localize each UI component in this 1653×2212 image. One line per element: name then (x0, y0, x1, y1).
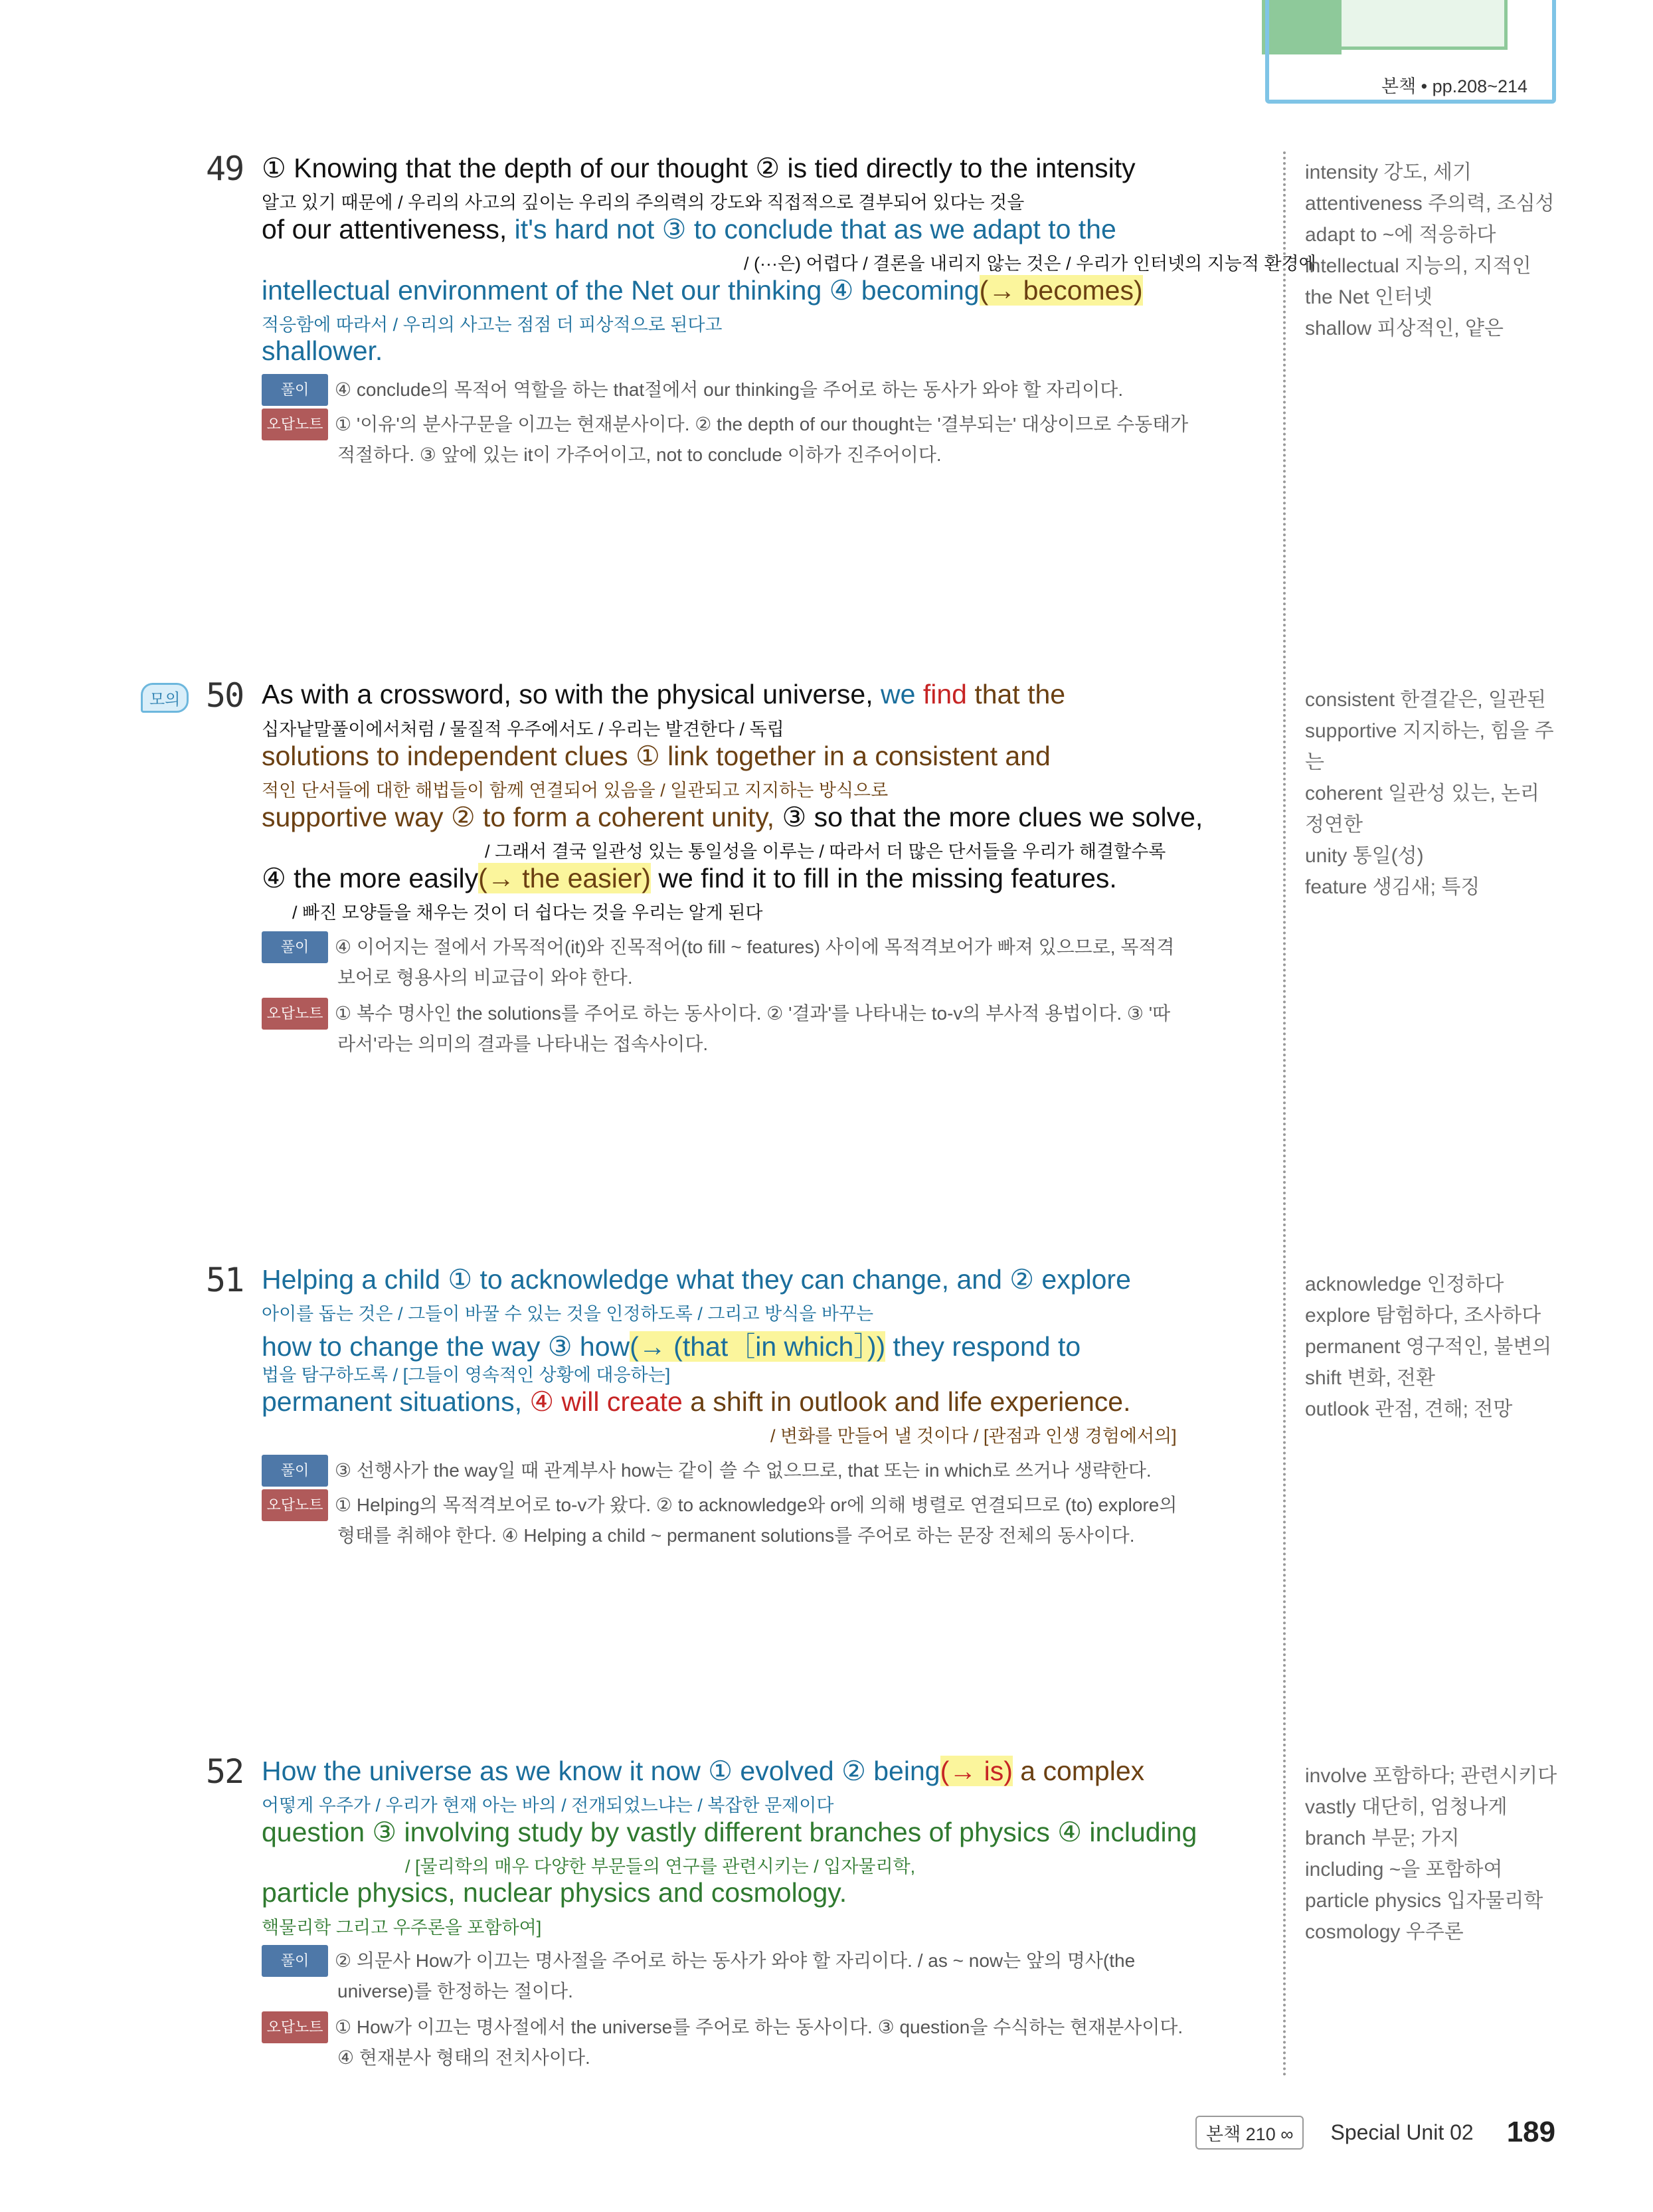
question-number: 50 (206, 676, 244, 715)
page-reference: 본책 • pp.208~214 (1381, 76, 1528, 96)
vocab-item: the Net 인터넷 (1305, 286, 1433, 308)
vocab-list-52 (1305, 1760, 1571, 1948)
vocab-item: coherent 일관성 있는, 논리 (1305, 783, 1539, 804)
korean-gloss: 십자낱말풀이에서처럼 / 물질적 우주에서도 / 우리는 발견한다 / 독립 (262, 719, 784, 739)
vocab-item: branch 부문; 가지 (1305, 1827, 1460, 1849)
vocab-item: including ~을 포함하여 (1305, 1859, 1503, 1881)
vocab-item: vastly 대단히, 엄청나게 (1305, 1796, 1508, 1818)
vocab-item: permanent 영구적인, 불변의 (1305, 1336, 1552, 1358)
vocab-item: cosmology 우주론 (1305, 1921, 1464, 1943)
vocab-list-50 (1305, 684, 1571, 903)
explanation-note: 풀이 ② 의문사 How가 이끄는 명사절을 주어로 하는 동사가 와야 할 자리이다. / as ~ now는 앞의 명사(the universe)를 한정하는 절이다. (262, 1945, 1225, 2006)
korean-gloss: / (···은) 어렵다 / 결론을 내리지 않는 것은 / 우리가 인터넷의 지능적 환경에 (744, 254, 1316, 274)
english-line: Helping a child ① to acknowledge what they can change, and ② explore (262, 1264, 1131, 1295)
english-line: of our attentiveness, it's hard not ③ to conclude that as we adapt to the (262, 214, 1116, 244)
explanation-note: 풀이 ③ 선행사가 the way일 때 관계부사 how는 같이 쓸 수 없으므로, that 또는 in which로 쓰거나 생략한다. (262, 1455, 1225, 1487)
explanation-note: 풀이 ④ 이어지는 절에서 가목적어(it)와 진목적어(to fill ~ features) 사이에 목적격보어가 빠져 있으므로, 목적격 보어로 형용사의 비교급이 와야 한다. (262, 931, 1225, 992)
vocab-item: shift 변화, 전환 (1305, 1367, 1435, 1389)
wrong-answer-note: 오답노트 ① '이유'의 분사구문을 이끄는 현재분사이다. ② the depth of our thought는 '결부되는' 대상이므로 수동태가 적절하다. ③ 앞에 있는 it이 가주어이고, not to conclude 이하가 진주어이다. (262, 409, 1225, 470)
vocab-item: intellectual 지능의, 지적인 (1305, 255, 1531, 277)
vocab-item: particle physics 입자물리학 (1305, 1890, 1543, 1912)
korean-gloss: / [물리학의 매우 다양한 부문들의 연구를 관련시키는 / 입자물리학, (405, 1857, 916, 1877)
explanation-note: 풀이 ④ conclude의 목적어 역할을 하는 that절에서 our thinking을 주어로 하는 동사가 와야 할 자리이다. (262, 374, 1225, 406)
korean-gloss: 아이를 돕는 것은 / 그들이 바꿀 수 있는 것을 인정하도록 / 그리고 방식을 바꾸는 (262, 1304, 874, 1324)
korean-gloss: / 변화를 만들어 낼 것이다 / [관점과 인생 경험에서의] (770, 1426, 1177, 1446)
mock-exam-tag: 모의 (141, 683, 189, 713)
wrong-answer-note: 오답노트 ① 복수 명사인 the solutions를 주어로 하는 동사이다. ② '결과'를 나타내는 to-v의 부사적 용법이다. ③ '따 라서'라는 의미의 결과를 나타내는 접속사이다. (262, 998, 1225, 1059)
english-line: permanent situations, ④ will create a shift in outlook and life experience. (262, 1386, 1131, 1417)
english-line: particle physics, nuclear physics and cosmology. (262, 1877, 847, 1908)
vocab-item: feature 생김새; 특징 (1305, 876, 1480, 898)
vocab-item: intensity 강도, 세기 (1305, 161, 1472, 183)
vocab-item: outlook 관점, 견해; 전망 (1305, 1398, 1513, 1420)
vocab-item: acknowledge 인정하다 (1305, 1273, 1504, 1295)
korean-gloss: 핵물리학 그리고 우주론을 포함하여] (262, 1918, 542, 1938)
korean-gloss: 어떻게 우주가 / 우리가 현재 아는 바의 / 전개되었느냐는 / 복잡한 문제이다 (262, 1796, 834, 1815)
vocab-item: supportive 지지하는, 힘을 주는 (1305, 720, 1554, 773)
vocab-list-51 (1305, 1269, 1571, 1425)
korean-gloss: 적응함에 따라서 / 우리의 사고는 점점 더 피상적으로 된다고 (262, 315, 723, 335)
wrong-answer-note: 오답노트 ① Helping의 목적격보어로 to-v가 왔다. ② to acknowledge와 or에 의해 병렬로 연결되므로 (to) explore의 형태를 취해야 한다. ④ Helping a child ~ permanent solutions를 주어로 하는 문장 전체의 동사이다. (262, 1489, 1225, 1550)
vocab-item: 정연한 (1305, 814, 1363, 836)
unit-label: Special Unit 02 (1330, 2120, 1474, 2144)
vocab-item: shallow 피상적인, 얕은 (1305, 318, 1504, 339)
english-line: shallower. (262, 335, 383, 366)
book-reference: 본책 210 ∞ (1195, 2116, 1304, 2150)
korean-gloss: / 빠진 모양들을 채우는 것이 더 쉽다는 것을 우리는 알게 된다 (292, 903, 763, 923)
question-number: 52 (206, 1752, 244, 1791)
wrong-answer-note: 오답노트 ① How가 이끄는 명사절에서 the universe를 주어로 하는 동사이다. ③ question을 수식하는 현재분사이다. ④ 현재분사 형태의 전치사이다. (262, 2011, 1225, 2073)
vocab-item: adapt to ~에 적응하다 (1305, 224, 1496, 246)
korean-gloss: 알고 있기 때문에 / 우리의 사고의 깊이는 우리의 주의력의 강도와 직접적으로 결부되어 있다는 것을 (262, 193, 1025, 213)
english-line: supportive way ② to form a coherent unity, ③ so that the more clues we solve, (262, 802, 1203, 832)
korean-gloss: 적인 단서들에 대한 해법들이 함께 연결되어 있음을 / 일관되고 지지하는 방식으로 (262, 781, 889, 800)
english-line: As with a crossword, so with the physical universe, we find that the (262, 679, 1066, 709)
vocab-list-49 (1305, 157, 1571, 344)
vocab-item: explore 탐험하다, 조사하다 (1305, 1305, 1541, 1327)
english-line: solutions to independent clues ① link together in a consistent and (262, 741, 1051, 771)
page-footer (1195, 2112, 1555, 2152)
vocab-item: consistent 한결같은, 일관된 (1305, 689, 1546, 711)
vocab-item: unity 통일(성) (1305, 845, 1424, 867)
vocab-item: involve 포함하다; 관련시키다 (1305, 1765, 1557, 1787)
english-line: ④ the more easily(→ the easier) we find it to fill in the missing features. (262, 863, 1117, 893)
question-number: 49 (206, 149, 244, 188)
english-line: question ③ involving study by vastly different branches of physics ④ including (262, 1817, 1197, 1847)
question-number: 51 (206, 1261, 244, 1299)
page-number: 189 (1506, 2116, 1556, 2148)
english-line: ① Knowing that the depth of our thought ② is tied directly to the intensity (262, 153, 1136, 183)
column-divider (1283, 151, 1286, 2078)
english-line: how to change the way ③ how(→ (that［in which］)) they respond to (262, 1331, 1081, 1362)
english-line: intellectual environment of the Net our thinking ④ becoming(→ becomes) (262, 275, 1143, 306)
english-line: How the universe as we know it now ① evolved ② being(→ is) a complex (262, 1756, 1145, 1786)
vocab-item: attentiveness 주의력, 조심성 (1305, 193, 1555, 215)
korean-gloss: / 그래서 결국 일관성 있는 통일성을 이루는 / 따라서 더 많은 단서들을 우리가 해결할수록 (485, 842, 1166, 862)
korean-gloss: 법을 탐구하도록 / [그들이 영속적인 상황에 대응하는] (262, 1365, 671, 1385)
